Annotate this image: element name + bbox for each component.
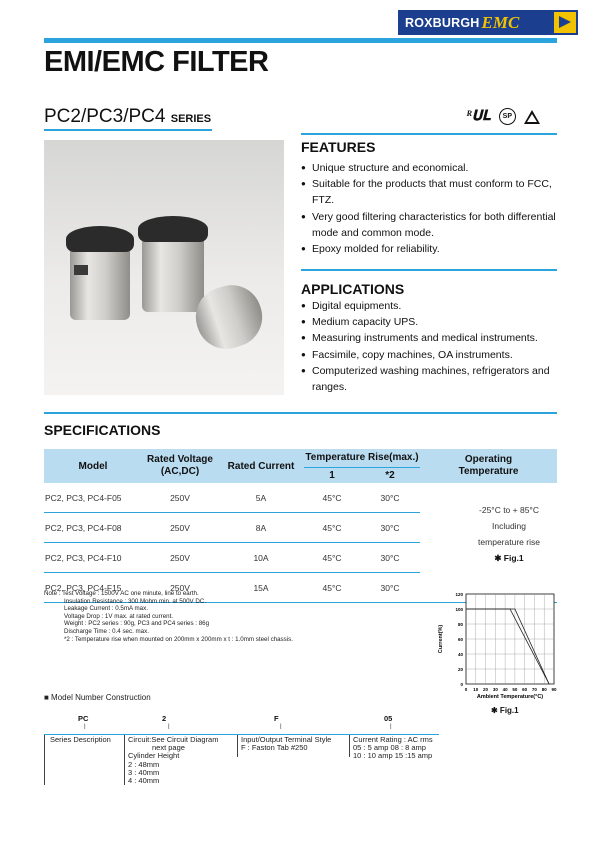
spec-cell-t2: 30°C — [380, 552, 400, 563]
chart-x-axis-label: Ambient Temperature(°C) — [476, 694, 544, 700]
chart-y-axis-label: Current(%) — [438, 624, 444, 654]
spec-cell-t1: 45°C — [322, 522, 342, 533]
model-code-tick: l — [390, 724, 392, 731]
model-number-title: ■ Model Number Construction — [44, 693, 151, 702]
applications-rule — [301, 269, 557, 271]
graph-fig-label: ✱ Fig.1 — [491, 706, 519, 715]
model-code-tick: l — [280, 724, 282, 731]
features-title: FEATURES — [301, 139, 376, 155]
col-operating — [420, 449, 557, 483]
applications-list — [301, 298, 559, 395]
applications-item: ● Medium capacity UPS. — [301, 314, 559, 330]
model-description-line: Circuit:See Circuit Diagram — [128, 735, 219, 744]
spec-cell-t2: 30°C — [380, 522, 400, 533]
model-description-2 — [241, 736, 331, 752]
chart-x-tick-label: 40 — [502, 687, 508, 692]
model-description-0 — [50, 736, 111, 744]
series-rule — [44, 129, 212, 131]
series-suffix: SERIES — [170, 113, 212, 125]
model-description-3 — [353, 736, 433, 761]
features-list — [301, 160, 559, 257]
spec-cell-model: PC2, PC3, PC4-F15 — [45, 582, 122, 593]
features-rule — [301, 133, 557, 135]
spec-cell-model: PC2, PC3, PC4-F08 — [45, 522, 122, 533]
applications-item: ● Digital equipments. — [301, 298, 559, 314]
derating-chart — [428, 588, 558, 704]
page-title: EMI/EMC FILTER — [44, 46, 269, 78]
note-line: Discharge Time : 0.4 sec. max. — [64, 627, 149, 635]
chart-x-tick-label: 0 — [464, 687, 468, 692]
model-code-tick: l — [84, 724, 86, 731]
spec-cell-voltage: 250V — [170, 522, 190, 533]
model-divider — [237, 735, 238, 757]
applications-title: APPLICATIONS — [301, 281, 405, 297]
model-description-1 — [128, 736, 218, 785]
series-title — [44, 106, 211, 128]
note-line: Insulation Resistance : 300 Mohm min. at 500V DC. — [64, 597, 207, 605]
certification-marks — [466, 108, 540, 125]
specifications-rule — [44, 412, 557, 414]
model-code-3: 05 — [384, 714, 393, 723]
product-photo — [44, 140, 284, 395]
specifications-title: SPECIFICATIONS — [44, 422, 161, 438]
model-code-0: PC — [78, 714, 89, 723]
spec-cell-voltage: 250V — [170, 582, 190, 593]
features-item: ● Very good filtering characteristics for both differential mode and common mode. — [301, 209, 559, 241]
filter-cap-left — [66, 226, 134, 252]
chart-y-tick-label: 80 — [457, 622, 463, 627]
brand-logo — [398, 10, 578, 35]
spec-cell-current: 10A — [253, 552, 269, 563]
model-description-line: Input/Output Terminal Style — [241, 735, 332, 744]
model-description-line: 05 : 5 amp 08 : 8 amp — [353, 743, 426, 753]
applications-item: ● Measuring instruments and medical instruments. — [301, 330, 559, 346]
model-code-1: 2 — [162, 714, 167, 723]
spec-notes — [44, 590, 293, 643]
model-code-2: F — [274, 714, 279, 723]
chart-y-tick-label: 60 — [457, 637, 463, 642]
chart-x-tick-label: 20 — [483, 687, 489, 692]
spec-cell-t1: 45°C — [322, 492, 342, 503]
operating-range: -25°C to + 85°C — [479, 505, 539, 515]
spec-cell-t2: 30°C — [380, 582, 400, 593]
filter-cap-middle — [138, 216, 208, 242]
features-item: ● Unique structure and economical. — [301, 160, 559, 176]
chart-y-tick-label: 20 — [457, 667, 463, 672]
features-item: ● Epoxy molded for reliability. — [301, 241, 559, 257]
model-description-line: 4 : 40mm — [128, 776, 160, 786]
note-line: Leakage Current : 0.5mA max. — [64, 605, 148, 613]
operating-including: Including — [491, 521, 527, 531]
model-divider — [124, 735, 125, 785]
chart-y-tick-label: 100 — [455, 607, 463, 612]
operating-fig-ref: ✱ Fig.1 — [494, 553, 524, 563]
col-voltage — [142, 449, 218, 483]
header-rule — [44, 38, 557, 43]
ul-mark-icon: ᴿ𝐔𝐋 — [466, 108, 491, 124]
col-operating-line1: Operating — [464, 454, 513, 465]
chart-y-tick-label: 0 — [460, 682, 463, 687]
model-code-tick: l — [168, 724, 170, 731]
model-divider — [44, 735, 45, 785]
col-voltage-line2: (AC,DC) — [160, 466, 200, 477]
chart-x-tick-label: 70 — [531, 687, 537, 692]
chart-x-tick-label: 50 — [512, 687, 518, 692]
spec-cell-voltage: 250V — [170, 552, 190, 563]
col-voltage-line1: Rated Voltage — [147, 454, 213, 465]
model-description-line: Cylinder Height — [128, 751, 180, 761]
model-description-line: Current Rating : AC rms — [353, 735, 433, 744]
col-temp-rise: Temperature Rise(max.) — [304, 449, 420, 467]
series-name: PC2/PC3/PC4 — [44, 106, 166, 127]
spec-cell-current: 8A — [255, 522, 267, 533]
col-current: Rated Current — [218, 449, 304, 483]
spec-cell-t2: 30°C — [380, 492, 400, 503]
operating-temperature-cell — [462, 502, 556, 566]
note-line: Note : Test Voltage : 1500V AC one minute, line to earth. — [44, 590, 199, 597]
col-temp-rise-1: 1 — [304, 467, 360, 483]
operating-temp-rise: temperature rise — [478, 537, 540, 547]
note-line: Weight : PC2 series : 90g, PC3 and PC4 series : 86g — [64, 620, 210, 628]
spec-cell-current: 5A — [255, 492, 267, 503]
model-description-line: F : Faston Tab #250 — [241, 743, 308, 753]
model-description-line: next page — [152, 743, 185, 753]
chart-x-tick-label: 30 — [492, 687, 498, 692]
spec-cell-t1: 45°C — [322, 582, 342, 593]
chart-x-tick-label: 80 — [541, 687, 547, 692]
csa-mark-icon: SP — [499, 108, 516, 125]
brand-name: ROXBURGH — [405, 15, 480, 30]
features-item: ● Suitable for the products that must conform to FCC, FTZ. — [301, 176, 559, 208]
chart-y-tick-label: 40 — [457, 652, 463, 657]
model-description-line: Series Description — [50, 735, 111, 744]
spec-cell-current: 15A — [253, 582, 269, 593]
col-model: Model — [44, 449, 142, 483]
col-temp-rise-2: *2 — [360, 467, 420, 483]
safety-triangle-icon — [524, 110, 540, 124]
note-line: Voltage Drop : 1V max. at rated current. — [64, 612, 174, 620]
applications-item: ● Facsimile, copy machines, OA instruments. — [301, 347, 559, 363]
model-description-line: 10 : 10 amp 15 :15 amp — [353, 751, 433, 761]
model-description-line: 3 : 40mm — [128, 767, 160, 777]
spec-cell-t1: 45°C — [322, 552, 342, 563]
col-operating-line2: Temperature — [458, 466, 519, 477]
model-number-rule — [44, 734, 439, 735]
applications-item: ● Computerized washing machines, refrigerators and ranges. — [301, 363, 559, 395]
spec-cell-model: PC2, PC3, PC4-F10 — [45, 552, 122, 563]
chart-y-tick-label: 120 — [455, 592, 463, 597]
model-description-line: 2 : 48mm — [128, 759, 160, 769]
label-mark — [74, 265, 88, 275]
brand-suffix: EMC — [481, 12, 520, 32]
chart-x-tick-label: 10 — [473, 687, 479, 692]
spec-cell-model: PC2, PC3, PC4-F05 — [45, 492, 122, 503]
note-line: *2 : Temperature rise when mounted on 200mm x 200mm x t : 1.0mm steel chassis. — [64, 635, 293, 643]
chart-x-tick-label: 90 — [551, 687, 557, 692]
model-divider — [349, 735, 350, 757]
brand-mark-icon — [554, 12, 576, 33]
chart-x-tick-label: 60 — [522, 687, 528, 692]
spec-cell-voltage: 250V — [170, 492, 190, 503]
